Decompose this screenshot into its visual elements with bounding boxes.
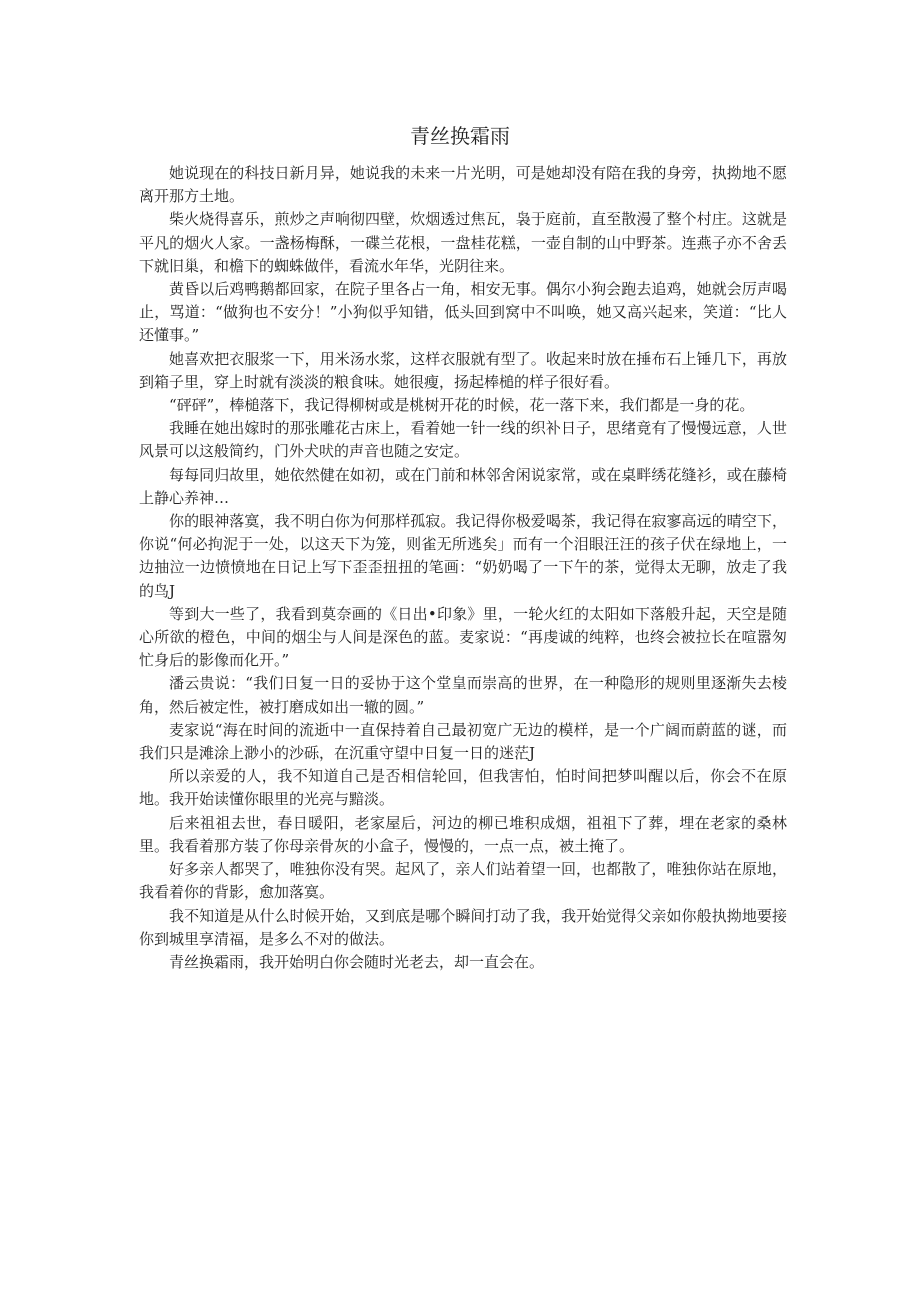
document-title: 青丝换霜雨 [410, 124, 510, 148]
paragraph-3: 黄昏以后鸡鸭鹅都回家，在院子里各占一角，相安无事。偶尔小狗会跑去追鸡，她就会厉声喝止，骂道：“做狗也不安分！”小狗似乎知错，低头回到窝中不叫唤，她又高兴起来，笑道：“比人还懂事。” [139, 280, 787, 345]
paragraph-4: 她喜欢把衣服浆一下，用米汤水浆，这样衣服就有型了。收起来时放在捶布石上锤几下，再放到箱子里，穿上时就有淡淡的粮食味。她很瘦，扬起棒槌的样子很好看。 [139, 349, 787, 391]
paragraph-6: 我睡在她出嫁时的那张雕花古床上，看着她一针一线的织补日子，思绪竟有了慢慢远意，人世风景可以这般简约，门外犬吠的声音也随之安定。 [139, 419, 787, 461]
paragraph-12: 所以亲爱的人，我不知道自己是否相信轮回，但我害怕，怕时间把梦叫醒以后，你会不在原地。我开始读懂你眼里的光亮与黯淡。 [139, 767, 787, 809]
paragraph-2: 柴火烧得喜乐，煎炒之声响彻四壁，炊烟透过焦瓦，袅于庭前，直至散漫了整个村庄。这就是平凡的烟火人家。一盏杨梅酥，一碟兰花根，一盘桂花糕，一壶自制的山中野茶。连燕子亦不舍丢下就旧巢，和檐下的蜘蛛做伴，看流水年华，光阴往来。 [139, 210, 787, 275]
paragraph-11: 麦家说“海在时间的流逝中一直保持着自己最初宽广无边的模样，是一个广阔而蔚蓝的谜，而我们只是滩涂上渺小的沙砾，在沉重守望中日复一日的迷茫J [139, 720, 787, 763]
paragraph-10: 潘云贵说：“我们日复一日的妥协于这个堂皇而崇高的世界，在一种隐形的规则里逐渐失去棱角，然后被定性，被打磨成如出一辙的圆。” [139, 674, 787, 716]
document-body [139, 162, 787, 974]
paragraph-5: “砰砰”，棒槌落下，我记得柳树或是桃树开花的时候，花一落下来，我们都是一身的花。 [169, 396, 755, 415]
paragraph-16: 青丝换霜雨，我开始明白你会随时光老去，却一直会在。 [169, 952, 545, 971]
paragraph-1: 她说现在的科技日新月异，她说我的未来一片光明，可是她却没有陪在我的身旁，执拗地不愿离开那方土地。 [139, 164, 787, 206]
paragraph-14: 好多亲人都哭了，唯独你没有哭。起风了，亲人们站着望一回，也都散了，唯独你站在原地，我看着你的背影，愈加落寞。 [139, 860, 787, 902]
paragraph-9: 等到大一些了，我看到莫奈画的《日出•印象》里，一轮火红的太阳如下落般升起，天空是随心所欲的橙色，中间的烟尘与人间是深色的蓝。麦家说：“再虔诚的纯粹，也终会被拉长在喧嚣匆忙身后的影像而化开。” [139, 604, 787, 670]
paragraph-7: 每每同归故里，她依然健在如初，或在门前和林邻舍闲说家常，或在桌畔绣花缝衫，或在藤椅上静心养神… [139, 465, 787, 507]
paragraph-8: 你的眼神落寞，我不明白你为何那样孤寂。我记得你极爱喝茶，我记得在寂寥高远的晴空下，你说“何必拘泥于一处，以这天下为笼，则雀无所逃矣」而有一个泪眼汪汪的孩子伏在绿地上，一边抽泣一边愤愤地在日记上写下歪歪扭扭的笔画：“奶奶喝了一下午的茶，觉得太无聊，放走了我的鸟J [139, 512, 787, 600]
paragraph-15: 我不知道是从什么时候开始，又到底是哪个瞬间打动了我，我开始觉得父亲如你般执拗地要接你到城里享清福，是多么不对的做法。 [139, 906, 787, 948]
paragraph-13: 后来祖祖去世，春日暖阳，老家屋后，河边的柳已堆积成烟，祖祖下了葬，埋在老家的桑林里。我看着那方装了你母亲骨灰的小盒子，慢慢的，一点一点，被土掩了。 [139, 813, 787, 855]
